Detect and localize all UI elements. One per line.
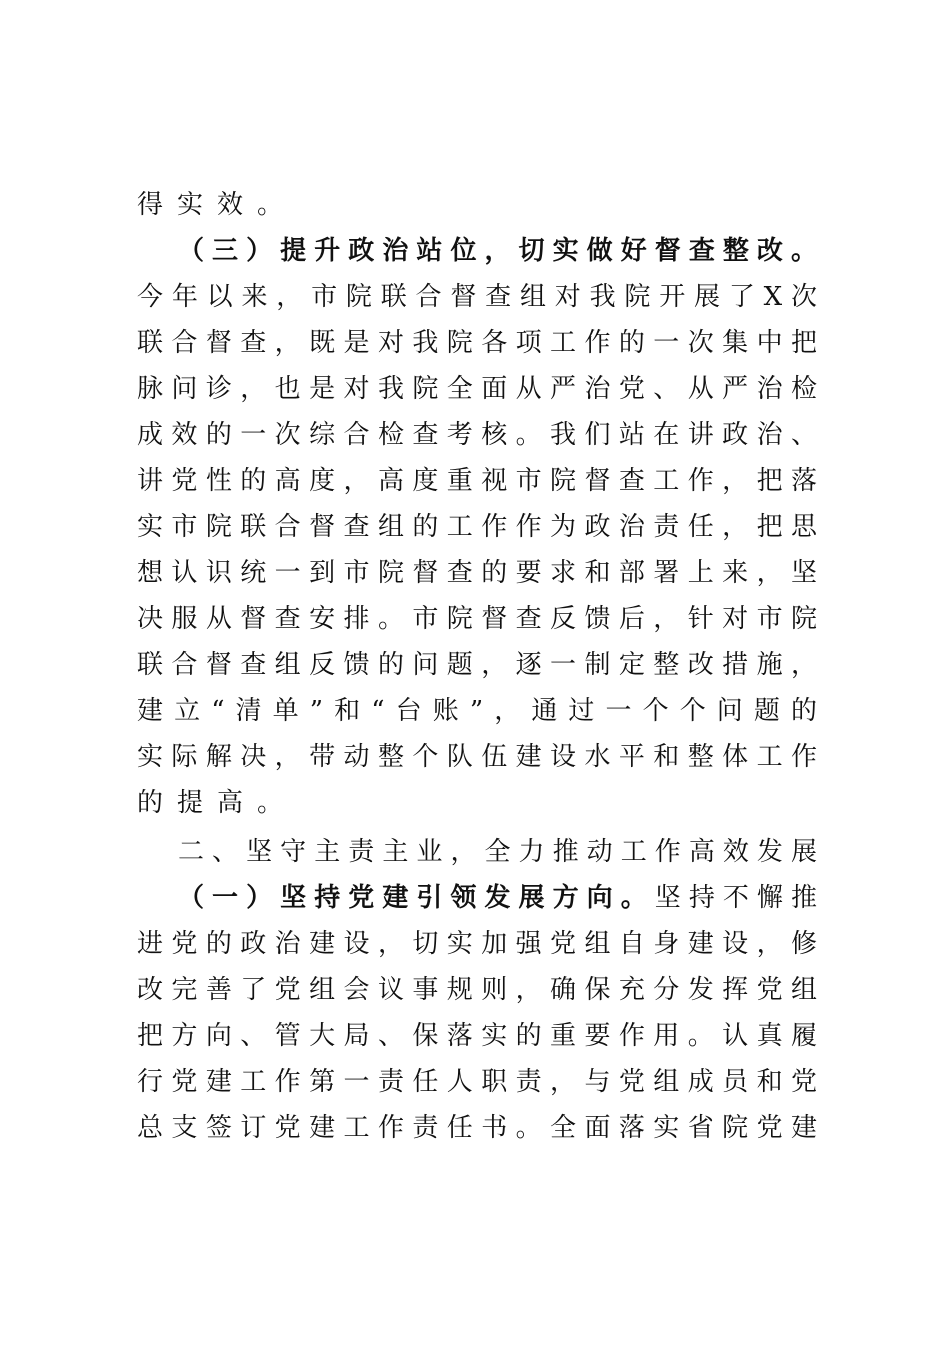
paragraph-line: 把方向、管大局、保落实的重要作用。认真履 xyxy=(137,1021,817,1051)
paragraph-line: 行党建工作第一责任人职责，与党组成员和党 xyxy=(137,1067,817,1097)
paragraph-line: 讲党性的高度，高度重视市院督查工作，把落 xyxy=(137,466,817,496)
paragraph-line: 的提高。 xyxy=(137,788,298,818)
paragraph-line: 联合督查，既是对我院各项工作的一次集中把 xyxy=(137,328,817,358)
paragraph-line: 总支签订党建工作责任书。全面落实省院党建 xyxy=(137,1113,817,1143)
paragraph-line: 成效的一次综合检查考核。我们站在讲政治、 xyxy=(137,420,817,450)
paragraph-line: 实市院联合督查组的工作作为政治责任，把思 xyxy=(137,512,817,542)
section-heading-2: 二、坚守主责主业，全力推动工作高效发展 xyxy=(178,837,817,867)
paragraph-line: 建立“清单”和“台账”，通过一个个问题的 xyxy=(137,696,817,726)
paragraph-line: 脉问诊，也是对我院全面从严治党、从严治检 xyxy=(137,374,817,404)
paragraph-line: 决服从督查安排。市院督查反馈后，针对市院 xyxy=(137,604,817,634)
bold-heading: （一）坚持党建引领发展方向。 xyxy=(178,883,655,913)
paragraph-line: 联合督查组反馈的问题，逐一制定整改措施， xyxy=(137,650,817,680)
paragraph-line: 想认识统一到市院督查的要求和部署上来，坚 xyxy=(137,558,817,588)
bold-heading: （三）提升政治站位，切实做好督查整改。 xyxy=(178,236,817,266)
paragraph-line: 改完善了党组会议事规则，确保充分发挥党组 xyxy=(137,975,817,1005)
paragraph-line: 进党的政治建设，切实加强党组自身建设，修 xyxy=(137,929,817,959)
subsection-heading-1 xyxy=(178,875,817,921)
paragraph-line: 得实效。 xyxy=(137,190,298,220)
paragraph-line: 实际解决，带动整个队伍建设水平和整体工作 xyxy=(137,742,817,772)
section-heading-3 xyxy=(178,228,817,274)
paragraph-line: 今年以来，市院联合督查组对我院开展了X次 xyxy=(137,282,817,312)
paragraph-start: 坚持不懈推 xyxy=(654,883,817,913)
